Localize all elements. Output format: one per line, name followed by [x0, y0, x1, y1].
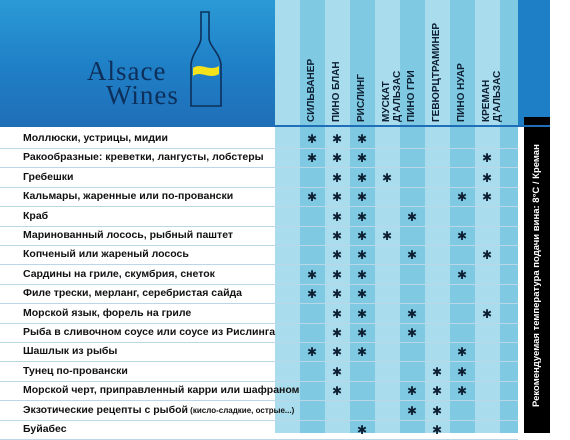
- grape-header: КРЕМАН Д'АЛЬЗАС: [481, 70, 503, 122]
- table-row: [0, 402, 518, 421]
- pairing-asterisk-icon: ✱: [431, 364, 443, 379]
- pairing-asterisk-icon: ✱: [331, 229, 343, 243]
- table-row: [0, 208, 518, 227]
- pairing-asterisk-icon: ✱: [331, 248, 343, 263]
- pairing-asterisk-icon: ✱: [381, 170, 393, 185]
- brand-wines: Wines: [106, 80, 179, 110]
- table-row: [0, 382, 518, 401]
- pairing-asterisk-icon: ✱: [406, 326, 418, 340]
- header-rule: [0, 125, 550, 127]
- dish-name: Кальмары, жаренные или по-провански: [23, 190, 234, 203]
- row-label: [23, 229, 233, 241]
- pairing-asterisk-icon: ✱: [356, 132, 368, 146]
- pairing-asterisk-icon: ✱: [306, 190, 318, 205]
- dish-name: Маринованный лосось, рыбный паштет: [23, 229, 234, 241]
- grape-header: ПИНО НУАР: [456, 63, 467, 122]
- table-row: [0, 227, 518, 246]
- grape-header: ПИНО ГРИ: [406, 70, 417, 122]
- pairing-asterisk-icon: ✱: [331, 151, 343, 166]
- pairing-asterisk-icon: ✱: [456, 345, 468, 360]
- pairing-asterisk-icon: ✱: [331, 306, 343, 321]
- table-row: [0, 266, 518, 285]
- dish-name: Морской черт, приправленный карри или шафраном: [23, 384, 300, 397]
- row-label: [23, 384, 299, 396]
- dish-name: Гребешки: [23, 170, 74, 183]
- pairing-asterisk-icon: ✱: [381, 229, 393, 243]
- pairing-asterisk-icon: ✱: [356, 423, 368, 437]
- pairing-asterisk-icon: ✱: [356, 326, 368, 340]
- grape-header: РИСЛИНГ: [356, 74, 367, 122]
- dish-name: Рыба в сливочном соусе или соусе из Рислинга: [23, 326, 276, 338]
- grape-header: ГЕВЮРЦТРАМИНЕР: [431, 22, 442, 122]
- pairing-asterisk-icon: ✱: [331, 132, 343, 146]
- dish-name: Морской язык, форель на гриле: [23, 306, 192, 319]
- pairing-asterisk-icon: ✱: [406, 248, 418, 263]
- table-row: [0, 188, 518, 207]
- row-label: [23, 210, 48, 222]
- pairing-asterisk-icon: ✱: [356, 170, 368, 185]
- row-label: [23, 132, 168, 144]
- pairing-asterisk-icon: ✱: [356, 209, 368, 224]
- pairing-asterisk-icon: ✱: [406, 306, 418, 321]
- pairing-asterisk-icon: ✱: [481, 170, 493, 185]
- pairing-asterisk-icon: ✱: [331, 384, 343, 399]
- row-label: [23, 326, 275, 338]
- pairing-asterisk-icon: ✱: [356, 287, 368, 302]
- pairing-asterisk-icon: ✱: [306, 345, 318, 360]
- dish-name: Буйабес: [23, 423, 67, 435]
- dish-name: Моллюски, устрицы, мидии: [23, 132, 168, 144]
- pairing-asterisk-icon: ✱: [331, 345, 343, 360]
- pairing-asterisk-icon: ✱: [356, 248, 368, 263]
- dish-name: Тунец по-провански: [23, 364, 128, 377]
- temperature-note: Рекомендуемая температура подачи вина: 8°С / Креман (Crémant): 5°С: [531, 144, 564, 408]
- row-label: [23, 404, 294, 416]
- table-row: [0, 169, 518, 188]
- row-label: [23, 307, 191, 319]
- table-row: [0, 363, 518, 382]
- pairing-asterisk-icon: ✱: [331, 287, 343, 302]
- pairing-asterisk-icon: ✱: [331, 170, 343, 185]
- pairing-asterisk-icon: ✱: [481, 190, 493, 205]
- table-row: [0, 149, 518, 168]
- dish-name: Краб: [23, 209, 49, 222]
- table-row: [0, 343, 518, 362]
- bottle-icon: [187, 10, 225, 110]
- pairing-asterisk-icon: ✱: [331, 326, 343, 340]
- dish-name: Шашлык из рыбы: [23, 345, 118, 358]
- pairing-asterisk-icon: ✱: [331, 190, 343, 205]
- dish-name: Экзотические рецепты с рыбой: [23, 403, 188, 416]
- row-label: [23, 171, 73, 183]
- pairing-asterisk-icon: ✱: [431, 384, 443, 399]
- pairing-asterisk-icon: ✱: [331, 364, 343, 379]
- row-label: [23, 423, 67, 435]
- pairing-asterisk-icon: ✱: [331, 209, 343, 224]
- row-label: [23, 190, 233, 202]
- pairing-asterisk-icon: ✱: [356, 190, 368, 205]
- table-row: [0, 246, 518, 265]
- pairing-asterisk-icon: ✱: [481, 248, 493, 263]
- pairing-asterisk-icon: ✱: [356, 151, 368, 166]
- pairing-asterisk-icon: ✱: [456, 229, 468, 243]
- pairing-asterisk-icon: ✱: [456, 364, 468, 379]
- pairing-asterisk-icon: ✱: [356, 267, 368, 282]
- dish-name: Сардины на гриле, скумбрия, снеток: [23, 267, 215, 280]
- row-label: [23, 345, 117, 357]
- table-row: [0, 285, 518, 304]
- table-row: [0, 421, 518, 440]
- pairing-asterisk-icon: ✱: [406, 384, 418, 399]
- dish-name: Копченый или жареный лосось: [23, 248, 189, 261]
- dish-note: (кисло-сладкие, острые...): [187, 405, 295, 415]
- pairing-asterisk-icon: ✱: [331, 267, 343, 282]
- row-label: [23, 287, 242, 299]
- pairing-asterisk-icon: ✱: [306, 132, 318, 146]
- pairing-asterisk-icon: ✱: [431, 403, 443, 418]
- row-label: [23, 248, 189, 260]
- row-label: [23, 365, 128, 377]
- grape-header: СИЛЬВАНЕР: [306, 58, 317, 122]
- pairing-asterisk-icon: ✱: [356, 345, 368, 360]
- brand-alsace: Alsace: [87, 56, 167, 86]
- pairing-asterisk-icon: ✱: [356, 306, 368, 321]
- row-label: [23, 151, 264, 163]
- dish-name: Ракообразные: креветки, лангусты, лобстеры: [23, 151, 264, 164]
- pairing-asterisk-icon: ✱: [456, 384, 468, 399]
- table-row: [0, 305, 518, 324]
- pairing-asterisk-icon: ✱: [406, 403, 418, 418]
- table-row: [0, 130, 518, 149]
- pairing-asterisk-icon: ✱: [306, 267, 318, 282]
- pairing-asterisk-icon: ✱: [306, 151, 318, 166]
- pairing-asterisk-icon: ✱: [406, 209, 418, 224]
- grape-header: ПИНО БЛАН: [331, 61, 342, 122]
- header-banner: [0, 0, 275, 125]
- pairing-asterisk-icon: ✱: [306, 287, 318, 302]
- pairing-asterisk-icon: ✱: [481, 306, 493, 321]
- pairing-asterisk-icon: ✱: [431, 423, 443, 437]
- dish-name: Филе трески, мерланг, серебристая сайда: [23, 287, 243, 300]
- grape-header: МУСКАТ Д'АЛЬЗАС: [381, 70, 403, 122]
- pairing-asterisk-icon: ✱: [456, 190, 468, 205]
- row-label: [23, 268, 215, 280]
- table-row: [0, 324, 518, 343]
- pairing-asterisk-icon: ✱: [356, 229, 368, 243]
- temp-header: [518, 0, 550, 126]
- pairing-asterisk-icon: ✱: [481, 151, 493, 166]
- pairing-asterisk-icon: ✱: [456, 267, 468, 282]
